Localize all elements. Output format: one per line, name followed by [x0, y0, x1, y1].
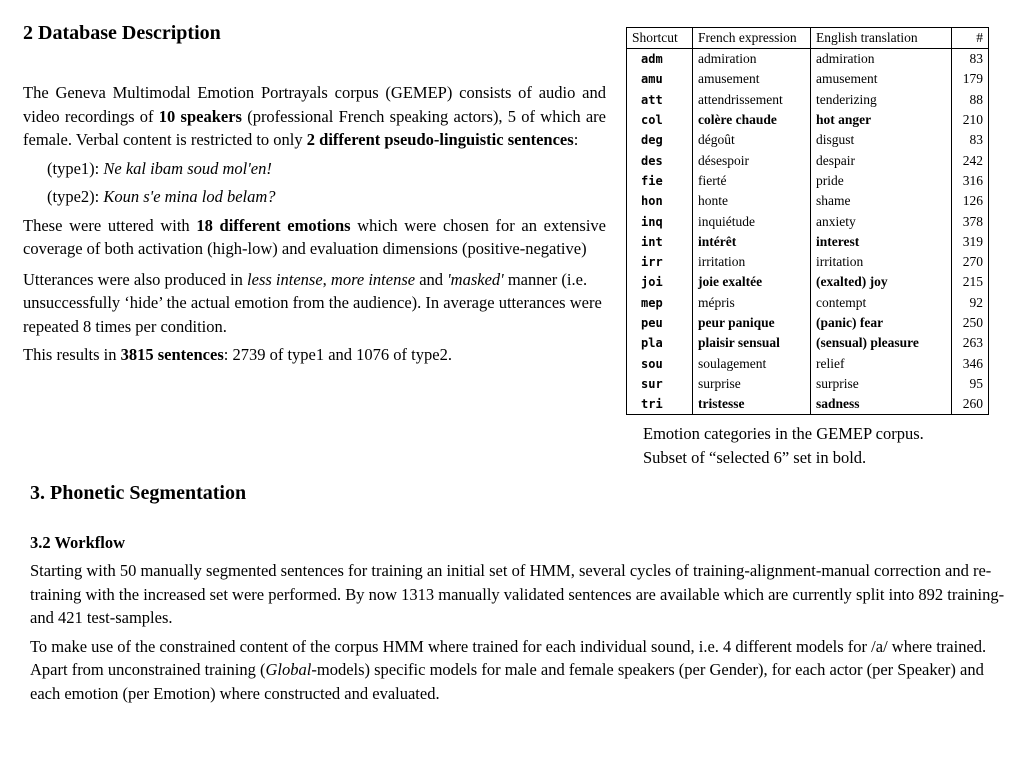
header-count: # — [952, 28, 989, 49]
cell-shortcut: int — [627, 232, 693, 252]
caption-line-2: Subset of “selected 6” set in bold. — [643, 447, 867, 467]
masked: 'masked' — [447, 269, 504, 289]
table-row — [627, 313, 989, 333]
text-run: -models) specific models for male and female speakers (per Gender), for each actor (per Speaker) and each emotion (per Emotion) where constructed and evaluated. — [30, 660, 984, 703]
cell-english: contempt — [811, 293, 952, 313]
cell-count: 316 — [952, 171, 989, 191]
phonetic-segmentation-section — [30, 480, 1005, 705]
results-paragraph — [23, 343, 606, 367]
cell-shortcut: des — [627, 150, 693, 170]
workflow-subtitle: 3.2 Workflow — [30, 533, 126, 552]
speakers-count: 10 speakers — [158, 106, 242, 126]
text-run: and — [415, 269, 448, 289]
type2-text: Koun s'e mina lod belam? — [103, 187, 276, 206]
text-run: : — [573, 130, 579, 149]
cell-count: 215 — [952, 272, 989, 292]
table-row — [627, 110, 989, 130]
emotion-categories-table — [626, 27, 989, 415]
cell-french: plaisir sensual — [693, 333, 811, 353]
table-row — [627, 353, 989, 373]
cell-english: relief — [811, 353, 952, 373]
cell-count: 346 — [952, 353, 989, 373]
cell-french: honte — [693, 191, 811, 211]
cell-shortcut: peu — [627, 313, 693, 333]
cell-english: despair — [811, 150, 952, 170]
cell-shortcut: sur — [627, 374, 693, 394]
header-french: French expression — [693, 28, 811, 49]
type1-label: (type1): — [47, 158, 104, 178]
text-run: Utterances were also produced in — [23, 269, 248, 289]
cell-english: hot anger — [811, 110, 952, 130]
header-shortcut: Shortcut — [627, 28, 693, 49]
table-row — [627, 150, 989, 170]
cell-french: soulagement — [693, 353, 811, 373]
cell-shortcut: att — [627, 90, 693, 110]
table-header-row — [627, 28, 989, 49]
cell-french: peur panique — [693, 313, 811, 333]
cell-english: disgust — [811, 130, 952, 150]
table-row — [627, 49, 989, 70]
table-row — [627, 90, 989, 110]
cell-count: 210 — [952, 110, 989, 130]
corpus-paragraph — [23, 81, 606, 152]
cell-french: fierté — [693, 171, 811, 191]
emotions-count: 18 different emotions — [196, 215, 351, 235]
table-row — [627, 191, 989, 211]
cell-count: 270 — [952, 252, 989, 272]
cell-count: 242 — [952, 150, 989, 170]
cell-shortcut: col — [627, 110, 693, 130]
cell-shortcut: amu — [627, 69, 693, 89]
cell-count: 250 — [952, 313, 989, 333]
cell-count: 88 — [952, 90, 989, 110]
cell-english: surprise — [811, 374, 952, 394]
cell-count: 378 — [952, 211, 989, 231]
table-row — [627, 252, 989, 272]
text-run: (professional French speaking actors), 5 of which are female. Verbal content is restricted to only — [23, 106, 606, 149]
cell-french: intérêt — [693, 232, 811, 252]
cell-french: admiration — [693, 49, 811, 70]
cell-english: admiration — [811, 49, 952, 70]
cell-count: 319 — [952, 232, 989, 252]
cell-count: 179 — [952, 69, 989, 89]
table-row — [627, 171, 989, 191]
text-run: These were uttered with — [23, 215, 197, 235]
table-caption — [643, 422, 924, 469]
cell-english: (exalted) joy — [811, 272, 952, 292]
cell-french: joie exaltée — [693, 272, 811, 292]
cell-english: shame — [811, 191, 952, 211]
cell-english: anxiety — [811, 211, 952, 231]
cell-shortcut: mep — [627, 293, 693, 313]
cell-shortcut: fie — [627, 171, 693, 191]
cell-english: interest — [811, 232, 952, 252]
cell-english: (panic) fear — [811, 313, 952, 333]
section-2-title: 2 Database Description — [23, 22, 221, 44]
cell-shortcut: sou — [627, 353, 693, 373]
cell-english: irritation — [811, 252, 952, 272]
emotions-paragraph — [23, 214, 606, 261]
cell-count: 95 — [952, 374, 989, 394]
table-row — [627, 232, 989, 252]
cell-count: 263 — [952, 333, 989, 353]
less-intense: less intense — [247, 269, 323, 289]
text-run: , — [322, 269, 331, 289]
text-run: The Geneva Multimodal Emotion Portrayals corpus (GEMEP) consists of audio and video recordings of — [23, 83, 606, 126]
table-row — [627, 69, 989, 89]
cell-count: 83 — [952, 130, 989, 150]
cell-french: inquiétude — [693, 211, 811, 231]
table-row — [627, 293, 989, 313]
cell-french: dégoût — [693, 130, 811, 150]
type1-sentence — [47, 157, 606, 181]
text-run: which were chosen for an extensive coverage of both activation (high-low) and evaluation dimensions (positive-negative) — [23, 215, 606, 258]
text-run: To make use of the constrained content of the corpus HMM where trained for each individual sound, i.e. 4 different models for /a/ where trained. Apart from unconstrained training ( — [30, 636, 987, 679]
table-row — [627, 211, 989, 231]
text-run: This results in — [23, 345, 121, 364]
cell-count: 260 — [952, 394, 989, 415]
more-intense: more intense — [330, 269, 416, 289]
cell-french: mépris — [693, 293, 811, 313]
database-description-section — [23, 19, 606, 367]
cell-english: pride — [811, 171, 952, 191]
cell-french: tristesse — [693, 394, 811, 415]
sentences-count: 2 different pseudo-linguistic sentences — [306, 130, 574, 149]
cell-shortcut: hon — [627, 191, 693, 211]
cell-english: (sensual) pleasure — [811, 333, 952, 353]
table-row — [627, 333, 989, 353]
cell-french: amusement — [693, 69, 811, 89]
cell-shortcut: tri — [627, 394, 693, 415]
header-english: English translation — [811, 28, 952, 49]
type2-label: (type2): — [47, 187, 104, 206]
cell-count: 92 — [952, 293, 989, 313]
type1-text: Ne kal ibam soud mol'en! — [103, 158, 272, 178]
text-run: manner (i.e. unsuccessfully ‘hide’ the actual emotion from the audience). In average utterances were repeated 8 times per condition. — [23, 269, 602, 336]
table-body — [627, 49, 989, 415]
table-row — [627, 130, 989, 150]
cell-shortcut: pla — [627, 333, 693, 353]
text-run: : 2739 of type1 and 1076 of type2. — [223, 345, 452, 364]
cell-french: attendrissement — [693, 90, 811, 110]
table-row — [627, 374, 989, 394]
cell-french: désespoir — [693, 150, 811, 170]
utterances-paragraph — [23, 268, 606, 339]
table-row — [627, 272, 989, 292]
cell-shortcut: deg — [627, 130, 693, 150]
cell-shortcut: joi — [627, 272, 693, 292]
cell-shortcut: adm — [627, 49, 693, 70]
cell-french: colère chaude — [693, 110, 811, 130]
section-3-title: 3. Phonetic Segmentation — [30, 482, 247, 504]
cell-english: amusement — [811, 69, 952, 89]
cell-count: 126 — [952, 191, 989, 211]
global-term: Global — [265, 660, 312, 679]
table-row — [627, 394, 989, 415]
emotion-table-container — [626, 27, 989, 415]
total-sentences: 3815 sentences — [120, 345, 224, 364]
cell-french: irritation — [693, 252, 811, 272]
cell-shortcut: inq — [627, 211, 693, 231]
workflow-paragraph-1: Starting with 50 manually segmented sentences for training an initial set of HMM, several cycles of training-alignment-manual correction and re-training with the increased set were performed. By now 1313 manually validated sentences are available which are currently split into 892 training- and 421 test-samples. — [30, 561, 1005, 627]
cell-french: surprise — [693, 374, 811, 394]
caption-line-1: Emotion categories in the GEMEP corpus. — [643, 424, 924, 443]
cell-english: tenderizing — [811, 90, 952, 110]
workflow-paragraph-2 — [30, 635, 1005, 706]
cell-count: 83 — [952, 49, 989, 70]
type2-sentence — [47, 185, 606, 209]
cell-shortcut: irr — [627, 252, 693, 272]
cell-english: sadness — [811, 394, 952, 415]
